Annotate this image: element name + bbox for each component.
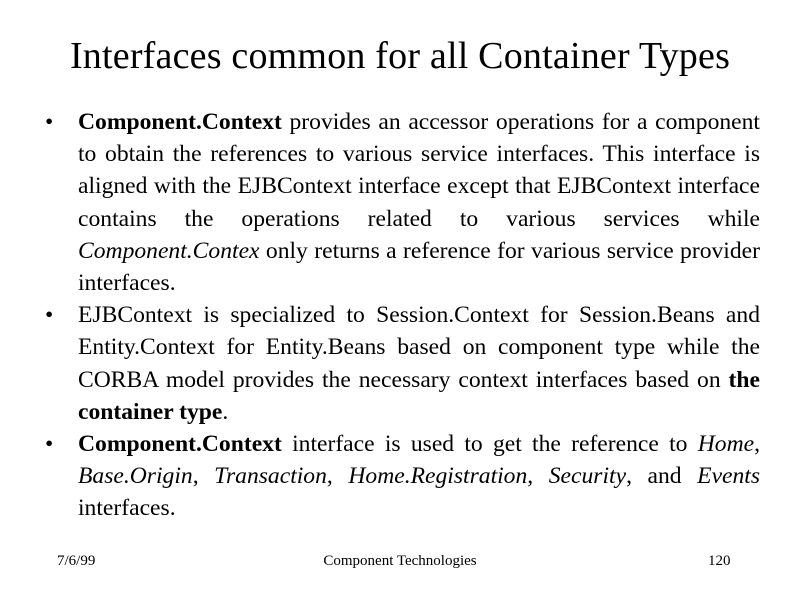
bullet-segment: Base.Origin	[78, 463, 193, 490]
footer-date: 7/6/99	[57, 553, 96, 569]
bullet-item	[45, 299, 760, 428]
bullet-segment: ,	[326, 463, 349, 490]
bullet-segment: Security	[548, 463, 627, 490]
bullet-text	[78, 109, 760, 296]
bullet-dot-icon: •	[45, 302, 54, 329]
bullet-segment: .	[222, 398, 229, 425]
bullet-segment: Home.Registration	[348, 463, 528, 490]
bullet-segment: Component.Contex	[78, 237, 260, 264]
page-number: 120	[708, 553, 731, 569]
bullet-segment: provides an accessor operations for a component to obtain the references to various service interfaces. This interface is aligned with the EJBContext interface except that EJBContext interface contains the operations related to various services while	[78, 109, 760, 232]
bullet-dot-icon: •	[45, 431, 54, 458]
bullet-dot-icon: •	[45, 109, 54, 135]
bullet-segment: interface is used to get the reference to	[281, 431, 698, 458]
slide-title: Interfaces common for all Container Types	[69, 35, 731, 77]
bullet-segment: the container type	[78, 366, 760, 425]
bullet-segment: Component.Context	[78, 431, 282, 458]
bullet-segment: Home	[697, 431, 755, 458]
bullet-segment: interfaces.	[78, 495, 176, 522]
bullet-segment: ,	[754, 431, 760, 458]
bullet-segment: only returns a reference for various service provider interfaces.	[78, 237, 760, 297]
bullet-segment: EJBContext is specialized to Session.Context for Session.Beans and Entity.Context for Entity.Beans based on component type while the CORBA model provides the necessary context interfaces based on	[78, 302, 760, 393]
bullet-segment: ,	[527, 463, 549, 490]
bullet-segment: Events	[697, 463, 761, 490]
bullet-segment: Component.Context	[78, 109, 282, 135]
bullet-item	[45, 428, 760, 525]
bullet-text	[78, 302, 760, 425]
bullet-text	[78, 431, 760, 521]
bullet-list	[45, 106, 760, 525]
bullet-segment: ,	[192, 463, 215, 490]
bullet-item	[45, 106, 760, 299]
footer-title: Component Technologies	[323, 553, 477, 569]
bullet-segment: Transaction	[214, 463, 327, 490]
bullet-segment: , and	[626, 463, 698, 490]
